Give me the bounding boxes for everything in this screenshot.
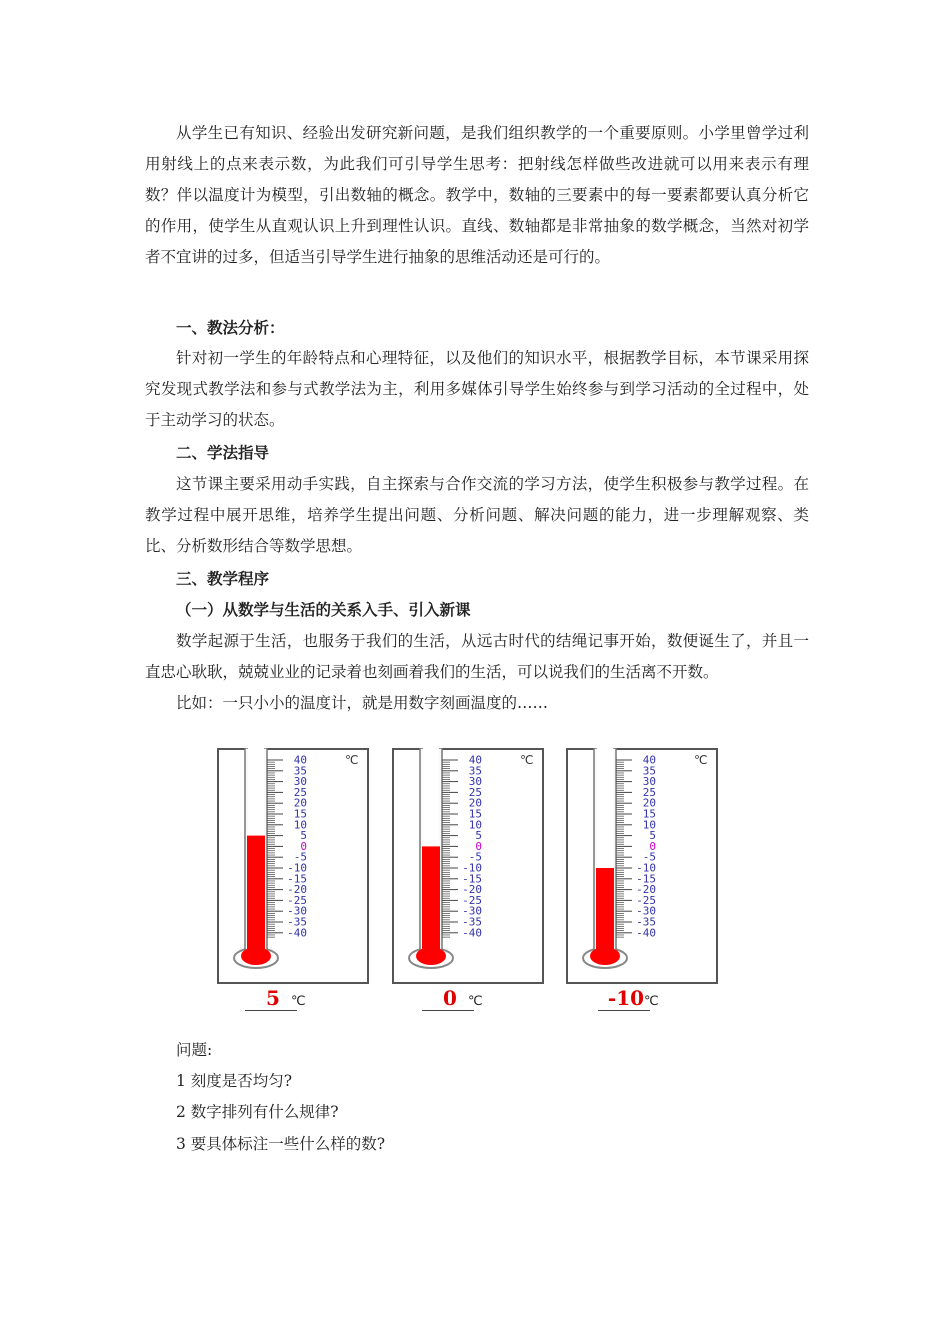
reading-value: 5 [266, 986, 280, 1010]
scale-label: -25 [462, 893, 482, 907]
scale-label: 30 [642, 775, 656, 789]
scale-label: 15 [642, 807, 656, 821]
scale-label: 15 [468, 807, 482, 821]
scale-label: 25 [468, 785, 482, 799]
scale-label: 10 [468, 818, 482, 832]
scale-label: 10 [293, 818, 307, 832]
scale-label: -5 [293, 850, 307, 864]
scale-label: 30 [468, 775, 482, 789]
scale-label: 40 [468, 753, 482, 767]
mercury-bulb [241, 947, 271, 965]
scale-label: 15 [293, 807, 307, 821]
scale-label: 40 [642, 753, 656, 767]
question-3: 3 要具体标注一些什么样的数? [176, 1135, 386, 1153]
reading-answer-1 [243, 986, 363, 1014]
scale-label: 5 [300, 829, 307, 843]
reading-answer-3 [596, 986, 716, 1014]
scale-label: -35 [636, 915, 656, 929]
reading-unit: ℃ [468, 994, 483, 1009]
answer-underline [422, 1010, 474, 1011]
scale-label: -5 [468, 850, 482, 864]
scale-label: -20 [636, 883, 656, 897]
scale-label: -30 [636, 904, 656, 918]
scale-label: 5 [475, 829, 482, 843]
scale-label: 35 [642, 764, 656, 778]
scale-label: 20 [642, 796, 656, 810]
scale-label: 30 [293, 775, 307, 789]
scale-label: -35 [287, 915, 307, 929]
scale-label: -40 [462, 926, 482, 940]
scale-label: -25 [636, 893, 656, 907]
mercury-bulb [416, 947, 446, 965]
example-line: 比如：一只小小的温度计，就是用数字刻画温度的…… [176, 694, 549, 712]
thermometer-1 [217, 748, 369, 984]
scale-label: -15 [462, 872, 482, 886]
reading-value: -10 [607, 986, 645, 1010]
section3-subheading: （一）从数学与生活的关系入手、引入新课 [176, 600, 471, 619]
intro-paragraph: 从学生已有知识、经验出发研究新问题，是我们组织教学的一个重要原则。小学里曾学过利用射线上的点来表示数，为此我们可引导学生思考：把射线怎样做些改进就可以用来表示有理数？伴以温度计为模型，引出数轴的概念。教学中，数轴的三要素中的每一要素都要认真分析它的作用，使学生从直观认识上升到理性认识。直线、数轴都是非常抽象的数学概念，当然对初学者不宜讲的过多，但适当引导学生进行抽象的思维活动还是可行的。 [145, 124, 809, 266]
question-1: 1 刻度是否均匀? [176, 1072, 293, 1090]
scale-label: -40 [287, 926, 307, 940]
thermometer-3 [566, 748, 718, 984]
scale-label: -10 [636, 861, 656, 875]
section2-text: 这节课主要采用动手实践，自主探索与合作交流的学习方法，使学生积极参与教学过程。在教学过程中展开思维，培养学生提出问题、分析问题、解决问题的能力，进一步理解观察、类比、分析数形结合等数学思想。 [145, 475, 809, 555]
reading-unit: ℃ [291, 994, 306, 1009]
scale-label: -40 [636, 926, 656, 940]
unit-label: ℃ [694, 753, 708, 767]
question-2: 2 数字排列有什么规律? [176, 1103, 339, 1121]
scale-label: -25 [287, 893, 307, 907]
reading-value: 0 [443, 986, 457, 1010]
scale-label: -20 [287, 883, 307, 897]
scale-label: -35 [462, 915, 482, 929]
mercury-column [596, 868, 614, 953]
scale-label: -15 [287, 872, 307, 886]
scale-label: -10 [462, 861, 482, 875]
scale-label: 5 [649, 829, 656, 843]
unit-label: ℃ [345, 753, 359, 767]
scale-label: 0 [475, 839, 482, 853]
mercury-bulb [590, 947, 620, 965]
mercury-column [422, 846, 440, 953]
answer-underline [245, 1010, 297, 1011]
scale-label: -15 [636, 872, 656, 886]
answer-underline [598, 1010, 650, 1011]
scale-label: 10 [642, 818, 656, 832]
scale-label: 0 [649, 839, 656, 853]
reading-unit: ℃ [644, 994, 659, 1009]
thermometer-2 [392, 748, 544, 984]
unit-label: ℃ [520, 753, 534, 767]
questions-title: 问题: [176, 1041, 213, 1059]
section2-heading: 二、学法指导 [176, 443, 270, 462]
scale-label: 25 [642, 785, 656, 799]
scale-label: -10 [287, 861, 307, 875]
scale-label: 35 [468, 764, 482, 778]
reading-answer-2 [420, 986, 540, 1014]
mercury-column [247, 836, 265, 953]
scale-label: -30 [462, 904, 482, 918]
scale-label: 20 [293, 796, 307, 810]
section3-text: 数学起源于生活，也服务于我们的生活，从远古时代的结绳记事开始，数便诞生了，并且一直忠心耿耿，兢兢业业的记录着也刻画着我们的生活，可以说我们的生活离不开数。 [145, 632, 809, 681]
section3-heading: 三、教学程序 [176, 569, 270, 588]
scale-label: 35 [293, 764, 307, 778]
scale-label: 25 [293, 785, 307, 799]
scale-label: -20 [462, 883, 482, 897]
section1-text: 针对初一学生的年龄特点和心理特征，以及他们的知识水平，根据教学目标，本节课采用探究发现式教学法和参与式教学法为主，利用多媒体引导学生始终参与到学习活动的全过程中，处于主动学习的状态。 [145, 349, 809, 429]
scale-label: 20 [468, 796, 482, 810]
scale-label: 0 [300, 839, 307, 853]
scale-label: 40 [293, 753, 307, 767]
scale-label: -5 [642, 850, 656, 864]
section1-heading: 一、教法分析： [176, 318, 285, 337]
scale-label: -30 [287, 904, 307, 918]
